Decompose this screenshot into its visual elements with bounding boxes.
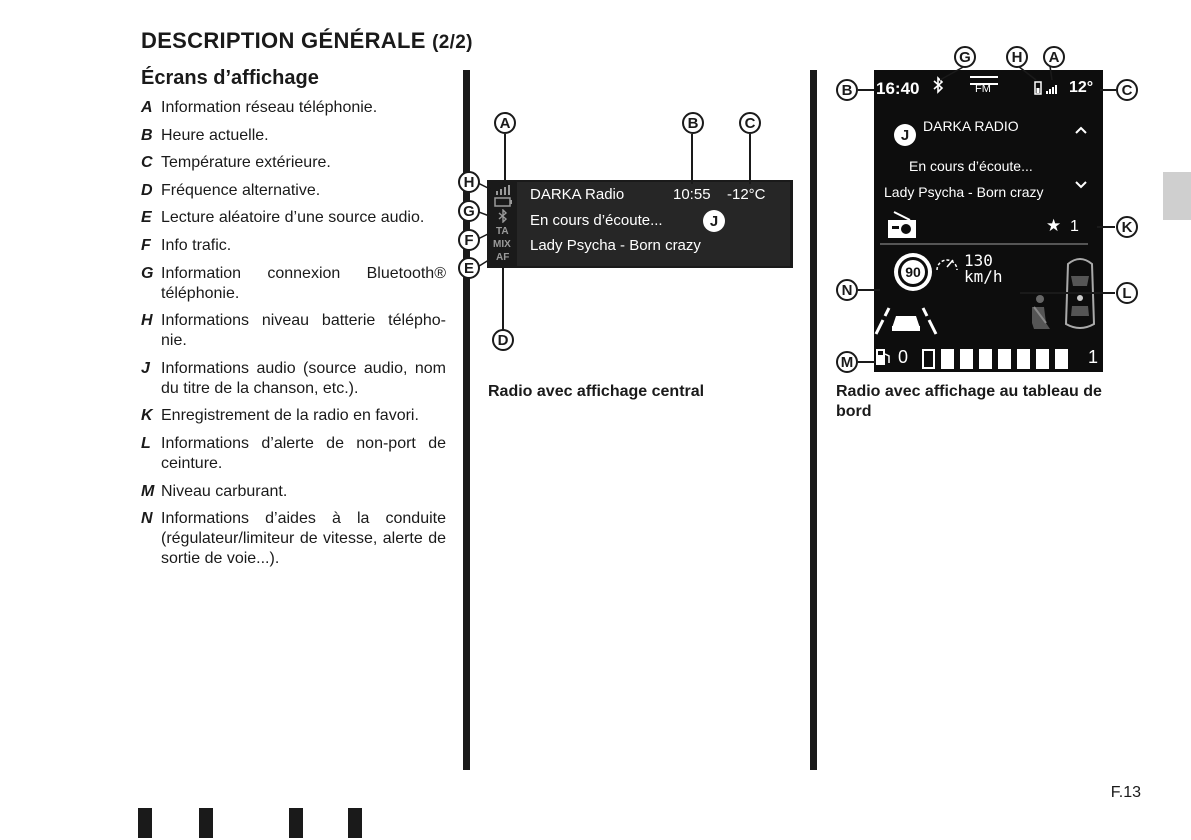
af-label: AF	[496, 252, 510, 263]
callout-b: B	[682, 112, 704, 134]
car-top-view-icon	[1060, 254, 1100, 334]
callout-a: A	[494, 112, 516, 134]
chevron-down-icon[interactable]	[1074, 180, 1088, 190]
central-screen-content	[517, 182, 790, 266]
legend-item-a	[141, 98, 446, 118]
favorite-star-icon[interactable]: ★	[1046, 216, 1062, 235]
callout-f: F	[458, 229, 480, 251]
callout-g: G	[458, 200, 480, 222]
fuel-segment	[998, 349, 1011, 369]
cruise-speed-value: 130	[964, 251, 993, 270]
title-suffix: (2/2)	[432, 32, 473, 53]
callout-n: N	[836, 279, 858, 301]
legend-text: Lecture aléatoire d’une source audio.	[161, 209, 425, 227]
ta-label: TA	[496, 226, 509, 237]
fuel-segment	[960, 349, 973, 369]
bluetooth-icon	[496, 209, 510, 223]
legend-key: B	[141, 126, 153, 144]
fuel-segment	[979, 349, 992, 369]
crop-mark	[348, 808, 362, 838]
title-text: DESCRIPTION GÉNÉRALE	[141, 28, 426, 53]
dash-track-title: Lady Psycha - Born crazy	[884, 184, 1044, 200]
callout-line-k	[1097, 226, 1115, 228]
callout-l: L	[1116, 282, 1138, 304]
fuel-segment	[941, 349, 954, 369]
callout-leaders-top	[940, 64, 1060, 84]
dash-playback-status: En cours d’écoute...	[909, 158, 1033, 174]
legend-list	[141, 98, 446, 577]
legend-key: F	[141, 236, 151, 254]
outside-temperature: -12°C	[727, 186, 766, 203]
favorite-number: 1	[1070, 218, 1079, 235]
dashboard-screen	[874, 70, 1103, 372]
cruise-speed-unit: km/h	[964, 267, 1003, 286]
callout-line-b	[691, 134, 693, 184]
legend-key: H	[141, 312, 153, 330]
crop-mark	[138, 808, 152, 838]
legend-key: C	[141, 154, 153, 172]
callout-k: K	[1116, 216, 1138, 238]
legend-text: Informations d’aides à la conduite (régulateur/limiteur de vitesse, alerte de sortie de voie...).	[161, 510, 446, 568]
callout-g: G	[954, 46, 976, 68]
clock-time: 10:55	[673, 186, 711, 203]
legend-key: M	[141, 482, 155, 500]
legend-key: G	[141, 264, 154, 282]
callout-c: C	[1116, 79, 1138, 101]
legend-text: Information réseau téléphonie.	[161, 99, 378, 116]
station-name: DARKA Radio	[530, 186, 625, 203]
fuel-segment	[1017, 349, 1030, 369]
callout-line-c	[749, 134, 751, 184]
legend-item-l	[141, 434, 446, 474]
legend-item-c	[141, 153, 446, 173]
speed-limit-value: 90	[901, 260, 925, 284]
legend-text: Information connexion Bluetooth® téléphonie.	[161, 264, 446, 302]
legend-text: Informations d’alerte de non-port de ceinture.	[161, 434, 446, 472]
central-caption: Radio avec affichage central	[488, 383, 705, 400]
callout-a: A	[1043, 46, 1065, 68]
legend-item-h	[141, 311, 446, 351]
speedometer-icon	[934, 252, 960, 274]
crop-mark	[289, 808, 303, 838]
legend-item-e	[141, 208, 446, 228]
lane-departure-icon	[874, 290, 944, 338]
legend-text: Informations audio (source audio, nom du titre de la chanson, etc.).	[161, 359, 446, 397]
legend-text: Info trafic.	[161, 236, 232, 254]
callout-d: D	[492, 329, 514, 351]
central-radio-screen	[487, 180, 793, 268]
crop-mark	[199, 808, 213, 838]
legend-text: Niveau carburant.	[161, 482, 288, 500]
legend-item-b	[141, 126, 446, 146]
page-title	[141, 28, 473, 54]
chevron-up-icon[interactable]	[1074, 125, 1088, 135]
callout-line-b	[858, 89, 874, 91]
legend-key: E	[141, 209, 152, 227]
callout-m: M	[836, 351, 858, 373]
callout-h: H	[458, 171, 480, 193]
track-title: Lady Psycha - Born crazy	[530, 237, 701, 254]
section-title: Écrans d’affichage	[141, 67, 319, 89]
legend-text: Heure actuelle.	[161, 126, 269, 144]
legend-text: Informations niveau batterie télépho-nie.	[161, 312, 446, 350]
legend-text: Température extérieure.	[161, 154, 331, 172]
legend-item-n	[141, 509, 446, 569]
separator	[880, 243, 1088, 245]
fuel-segment	[922, 349, 935, 369]
legend-key: A	[141, 99, 153, 116]
mix-label: MIX	[493, 239, 511, 250]
legend-text: Fréquence alternative.	[161, 181, 321, 199]
callout-line-d	[502, 265, 504, 333]
section-tab	[1163, 172, 1191, 220]
legend-item-m	[141, 482, 446, 502]
column-divider	[810, 70, 817, 770]
radio-band: FM	[975, 83, 991, 95]
legend-item-d	[141, 181, 446, 201]
callout-line-a	[504, 134, 506, 184]
fuel-pump-icon	[874, 346, 892, 368]
legend-key: J	[141, 359, 150, 377]
seatbelt-warning-icon	[1024, 293, 1054, 331]
radio-icon	[884, 210, 920, 240]
callout-b: B	[836, 79, 858, 101]
callout-j: J	[894, 124, 916, 146]
fuel-max-label: 1	[1088, 347, 1099, 367]
callout-h: H	[1006, 46, 1028, 68]
legend-text: Enregistrement de la radio en favori.	[161, 407, 419, 425]
fuel-min-label: 0	[898, 347, 909, 367]
callout-j: J	[703, 210, 725, 232]
legend-key: K	[141, 407, 153, 425]
battery-icon	[493, 196, 513, 208]
dashboard-caption: Radio avec affichage au tableau de bord	[836, 383, 1102, 420]
legend-item-f	[141, 236, 446, 256]
dash-station-name: DARKA RADIO	[923, 118, 1019, 134]
dash-temperature: 12°	[1069, 79, 1094, 96]
dash-clock: 16:40	[876, 79, 920, 98]
callout-line-m	[858, 361, 876, 363]
legend-key: D	[141, 181, 153, 199]
callout-line-c	[1100, 89, 1116, 91]
callout-line-l	[1020, 292, 1115, 294]
callout-c: C	[739, 112, 761, 134]
fuel-gauge	[922, 348, 1082, 370]
speed-limit-ring	[898, 257, 928, 287]
signal-icon	[493, 182, 513, 196]
fuel-segment	[1036, 349, 1049, 369]
legend-item-j	[141, 359, 446, 399]
fuel-segment	[1055, 349, 1068, 369]
speed-limit-sign	[894, 253, 932, 291]
legend-key: L	[141, 434, 151, 452]
legend-item-k	[141, 406, 446, 426]
callout-e: E	[458, 257, 480, 279]
legend-item-g	[141, 264, 446, 304]
playback-status: En cours d’écoute...	[530, 212, 663, 229]
callout-line-n	[858, 289, 880, 291]
legend-key: N	[141, 510, 153, 528]
page-number: F.13	[1110, 784, 1141, 801]
